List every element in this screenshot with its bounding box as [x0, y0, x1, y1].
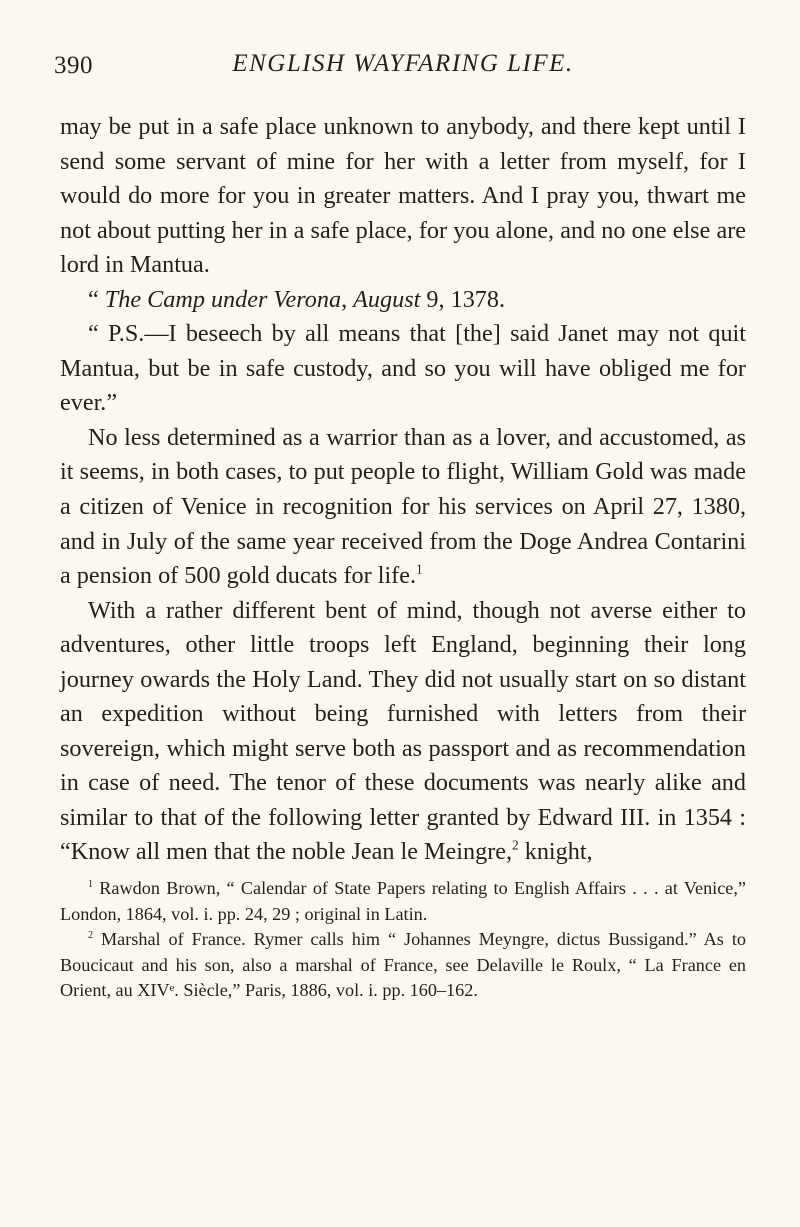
paragraph-william-gold-text: No less determined as a warrior than as a lover, and accustomed, as it seems, in both cases, to put people to flight, William Gold was made a citizen of Venice in recognition for his services on April 27, 1380, and in July of the same year received from the Doge Andrea Contarini a pension of 500 gold ducats for life. [60, 423, 746, 590]
footnote-ref-2: 2 [512, 838, 519, 854]
paragraph-letter-end: may be put in a safe place unknown to anybody, and there kept until I send some servant of mine for her with a letter from myself, for I would do more for you in greater matters. And I pray you, thwart me not about putting her in a safe place, for you alone, and no one else are lord in Mantua. [60, 113, 746, 279]
paragraph-holy-land-text: With a rather different bent of mind, though not averse either to adventures, other little troops left England, beginning their long journey owards the Holy Land. They did not usually start on so distant an expedition without being furnished with letters from their sovereign, which might serve both as passport and as recommendation in case of need. The tenor of these documents was nearly alike and similar to that of the following letter granted by Edward III. in 1354 : “Know all men that the noble Jean le Meingre, [60, 596, 746, 866]
paragraph-william-gold [60, 421, 746, 594]
running-title: ENGLISH WAYFARING LIFE. [232, 50, 574, 77]
letter-postscript: “ P.S.—I beseech by all means that [the] said Janet may not quit Mantua, but be in safe custody, and so you will have obliged me for ever.” [60, 320, 746, 417]
dateline-quote: “ [88, 285, 105, 313]
page-number: 390 [54, 52, 93, 79]
dateline-year: 9, 1378. [420, 285, 506, 313]
dateline-separator: , [341, 285, 354, 313]
footnote-1-mark: 1 [88, 879, 93, 891]
footnote-ref-1: 1 [416, 561, 423, 577]
letter-dateline [60, 283, 746, 318]
footnote-2-mark: 2 [88, 930, 93, 942]
book-page [54, 48, 746, 1004]
footnote-2-text: Marshal of France. Rymer calls him “ Johannes Meyngre, dictus Bussigand.” As to Boucicaut and his son, also a marshal of France, see Delaville le Roulx, “ La France en Orient, au XIVᵉ. Siècle,” Paris, 1886, vol. i. pp. 160–162. [60, 929, 746, 1001]
footnotes [60, 876, 746, 1004]
dateline-month: August [353, 285, 421, 313]
paragraph-holy-land [60, 594, 746, 870]
dateline-place: The Camp under Verona [104, 285, 342, 313]
footnote-2 [60, 927, 746, 1004]
main-text [60, 110, 746, 870]
page-header [54, 48, 746, 88]
footnote-1-text: Rawdon Brown, “ Calendar of State Papers relating to English Affairs . . . at Venice,” London, 1864, vol. i. pp. 24, 29 ; original in Latin. [60, 878, 746, 924]
footnote-1 [60, 876, 746, 927]
paragraph-holy-land-end: knight, [518, 838, 593, 866]
